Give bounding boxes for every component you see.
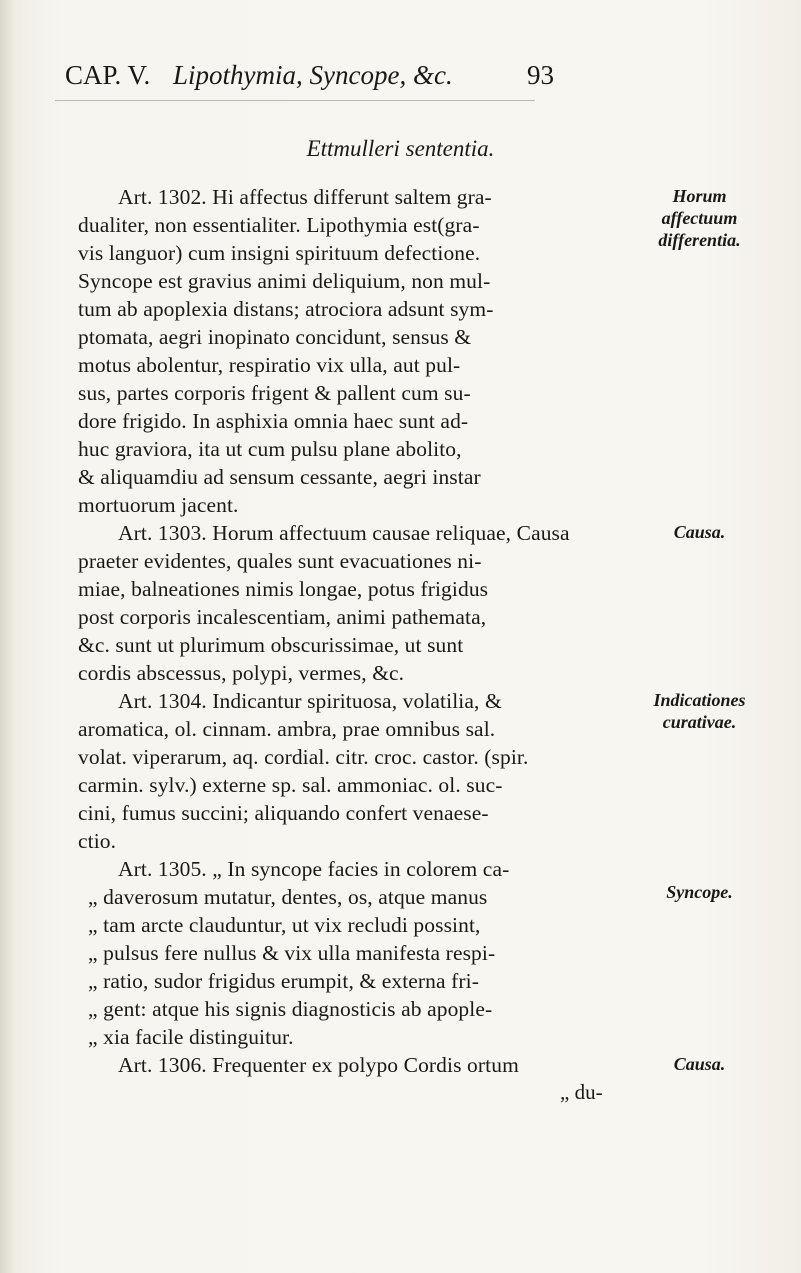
margin-note-causa: Causa. [673, 522, 726, 542]
text-line: &c. sunt ut plurimum obscurissimae, ut sunt [78, 633, 464, 657]
running-title: Lipothymia, Syncope, &c. [173, 60, 453, 90]
text-line: vis languor) cum insigni spirituum defectione. [78, 241, 481, 265]
chapter-label: CAP. V. [65, 60, 151, 90]
margin-note-syncope: Syncope. [666, 882, 733, 902]
text-line: carmin. sylv.) externe sp. sal. ammoniac. ol. suc- [78, 773, 503, 797]
text-line: Art. 1303. Horum affectuum causae reliquae, Causa [118, 521, 570, 545]
text-line: volat. viperarum, aq. cordial. citr. croc. castor. (spir. [78, 745, 529, 769]
margin-note-causa-2: Causa. [673, 1054, 726, 1074]
text-line: ptomata, aegri inopinato concidunt, sensus & [78, 325, 472, 349]
text-line: tum ab apoplexia distans; atrociora adsunt sym- [78, 297, 494, 321]
page-number: 93 [527, 60, 554, 90]
text-line: motus abolentur, respiratio vix ulla, aut pul- [78, 353, 461, 377]
text-line: „ pulsus fere nullus & vix ulla manifesta respi- [88, 941, 496, 965]
text-line: praeter evidentes, quales sunt evacuationes ni- [78, 549, 482, 573]
text-line: „ xia facile distinguitur. [88, 1025, 294, 1049]
text-line: Art. 1305. „ In syncope facies in colorem ca- [118, 857, 510, 881]
text-line: ctio. [78, 829, 117, 853]
text-line: Art. 1306. Frequenter ex polypo Cordis ortum [118, 1053, 519, 1077]
text-line: aromatica, ol. cinnam. ambra, prae omnibus sal. [78, 717, 496, 741]
text-line: dualiter, non essentialiter. Lipothymia est(gra- [78, 213, 480, 237]
text-line: sus, partes corporis frigent & pallent cum su- [78, 381, 471, 405]
text-line: post corporis incalescentiam, animi pathemata, [78, 605, 487, 629]
text-line: „ tam arcte clauduntur, ut vix recludi possint, [88, 913, 481, 937]
text-line: Syncope est gravius animi deliquium, non mul- [78, 269, 491, 293]
margin-note-differentia: Horum affectuum differentia. [658, 186, 741, 250]
margin-note-indicationes: Indicationes curativae. [653, 690, 746, 732]
text-line: Art. 1304. Indicantur spirituosa, volatilia, & [118, 689, 502, 713]
text-line: dore frigido. In asphixia omnia haec sunt ad- [78, 409, 469, 433]
text-line: miae, balneationes nimis longae, potus frigidus [78, 577, 489, 601]
section-subtitle: Ettmulleri sententia. [306, 136, 495, 161]
text-line: Art. 1302. Hi affectus differunt saltem gra- [118, 185, 492, 209]
catchword: „ du- [560, 1080, 603, 1104]
text-line: „ ratio, sudor frigidus erumpit, & externa fri- [88, 969, 479, 993]
text-line: huc graviora, ita ut cum pulsu plane abolito, [78, 437, 462, 461]
text-line: mortuorum jacent. [78, 493, 239, 517]
text-line: cini, fumus succini; aliquando confert venaese- [78, 801, 489, 825]
text-line: cordis abscessus, polypi, vermes, &c. [78, 661, 405, 685]
text-line: „ gent: atque his signis diagnosticis ab apople- [88, 997, 493, 1021]
text-line: & aliquamdiu ad sensum cessante, aegri instar [78, 465, 481, 489]
text-line: „ daverosum mutatur, dentes, os, atque manus [88, 885, 488, 909]
